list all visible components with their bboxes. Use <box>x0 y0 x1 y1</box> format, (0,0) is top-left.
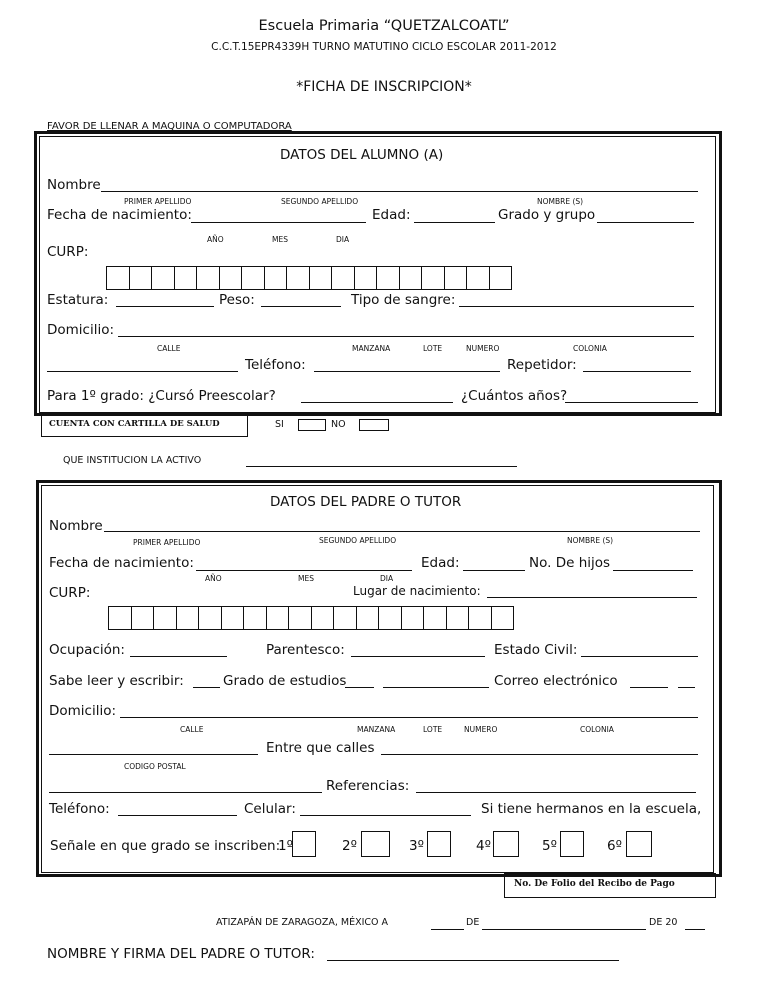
student-numero-caption: NUMERO <box>466 344 500 353</box>
grado-2-label: 2º <box>342 838 357 854</box>
student-preescolar-label: Para 1º grado: ¿Cursó Preescolar? <box>47 388 276 404</box>
parent-lote-caption: LOTE <box>423 725 443 734</box>
student-repetidor-label: Repetidor: <box>507 357 577 373</box>
parent-colonia-caption: COLONIA <box>580 725 614 734</box>
parent-calle-caption: CALLE <box>180 725 204 734</box>
parent-lugar-nacimiento-label: Lugar de nacimiento: <box>353 584 481 598</box>
student-estatura-label: Estatura: <box>47 292 109 308</box>
parent-hermanos-label: Si tiene hermanos en la escuela, <box>481 801 702 817</box>
student-lote-caption: LOTE <box>423 344 443 353</box>
parent-anio-caption: AÑO <box>205 574 222 583</box>
cartilla-no-label: NO <box>331 419 346 430</box>
parent-fecha-field[interactable] <box>196 570 412 571</box>
parent-edad-field[interactable] <box>463 570 525 571</box>
parent-codigo-postal-caption: CODIGO POSTAL <box>124 762 186 771</box>
parent-grado-estudios-label: Grado de estudios <box>223 673 347 689</box>
grado-1-label: 1º <box>278 838 293 854</box>
student-domicilio-field[interactable] <box>118 336 694 337</box>
student-nombre-field[interactable] <box>101 191 698 192</box>
cartilla-si-label: SI <box>275 419 284 430</box>
student-estatura-field[interactable] <box>116 306 214 307</box>
parent-estado-civil-label: Estado Civil: <box>494 642 578 658</box>
institucion-field[interactable] <box>246 466 517 467</box>
parent-edad-label: Edad: <box>421 555 460 571</box>
student-domicilio-field-2[interactable] <box>47 371 238 372</box>
student-fecha-label: Fecha de nacimiento: <box>47 207 192 223</box>
parent-referencias-field[interactable] <box>416 792 696 793</box>
grado-6-label: 6º <box>607 838 622 854</box>
institucion-label: QUE INSTITUCION LA ACTIVO <box>63 455 202 466</box>
footer-place: ATIZAPÁN DE ZARAGOZA, MÉXICO A <box>216 917 389 928</box>
student-nombre-label: Nombre <box>47 177 101 193</box>
student-dia-caption: DIA <box>336 235 350 244</box>
parent-domicilio-field[interactable] <box>120 717 698 718</box>
grado-4-label: 4º <box>476 838 491 854</box>
student-colonia-caption: COLONIA <box>573 344 607 353</box>
parent-leer-escribir-label: Sabe leer y escribir: <box>49 673 184 689</box>
parent-correo-field-2[interactable] <box>678 687 695 688</box>
grado-4-checkbox[interactable] <box>493 831 519 857</box>
parent-correo-label: Correo electrónico <box>494 673 618 689</box>
school-cct: C.C.T.15EPR4339H TURNO MATUTINO CICLO ESCOLAR 2011-2012 <box>211 41 557 53</box>
parent-referencias-field-1[interactable] <box>49 792 322 793</box>
parent-leer-escribir-field[interactable] <box>193 687 220 688</box>
student-curp-boxes[interactable] <box>106 266 512 290</box>
parent-dia-caption: DIA <box>380 574 394 583</box>
school-name: Escuela Primaria “QUETZALCOATL” <box>258 18 510 34</box>
parent-grado-estudios-field[interactable] <box>345 687 374 688</box>
parent-entre-calles-field[interactable] <box>381 754 698 755</box>
student-repetidor-field[interactable] <box>583 371 691 372</box>
student-section-title: DATOS DEL ALUMNO (A) <box>280 147 444 163</box>
parent-senale-grado-label: Señale en que grado se inscriben: <box>50 838 281 854</box>
grado-3-label: 3º <box>409 838 424 854</box>
parent-celular-label: Celular: <box>244 801 296 817</box>
parent-telefono-label: Teléfono: <box>49 801 110 817</box>
folio-label: No. De Folio del Recibo de Pago <box>514 879 675 889</box>
parent-lugar-nacimiento-field[interactable] <box>487 597 697 598</box>
parent-estado-civil-field[interactable] <box>581 656 698 657</box>
cartilla-label: CUENTA CON CARTILLA DE SALUD <box>49 419 220 429</box>
parent-celular-field[interactable] <box>300 815 471 816</box>
student-tipo-sangre-field[interactable] <box>459 306 694 307</box>
student-tipo-sangre-label: Tipo de sangre: <box>351 292 456 308</box>
parent-primer-apellido-caption: PRIMER APELLIDO <box>133 538 201 547</box>
parent-manzana-caption: MANZANA <box>357 725 396 734</box>
parent-ocupacion-label: Ocupación: <box>49 642 125 658</box>
parent-domicilio-label: Domicilio: <box>49 703 117 719</box>
student-edad-field[interactable] <box>414 222 495 223</box>
parent-parentesco-label: Parentesco: <box>266 642 345 658</box>
student-peso-field[interactable] <box>261 306 341 307</box>
parent-ocupacion-field[interactable] <box>130 656 227 657</box>
parent-entre-calles-label: Entre que calles <box>266 740 375 756</box>
parent-hijos-label: No. De hijos <box>529 555 611 571</box>
student-anio-caption: AÑO <box>207 235 224 244</box>
parent-curp-boxes[interactable] <box>108 606 514 630</box>
student-cuantos-anios-label: ¿Cuántos años? <box>461 388 568 404</box>
student-edad-label: Edad: <box>372 207 411 223</box>
student-calle-caption: CALLE <box>157 344 181 353</box>
student-grado-grupo-label: Grado y grupo <box>498 207 596 223</box>
grado-2-checkbox[interactable] <box>361 831 390 857</box>
footer-de-label: DE <box>466 917 480 928</box>
parent-hijos-field[interactable] <box>613 570 693 571</box>
cartilla-no-checkbox[interactable] <box>359 419 389 431</box>
parent-nombres-caption: NOMBRE (S) <box>567 536 614 545</box>
parent-nombre-field[interactable] <box>104 531 700 532</box>
grado-5-label: 5º <box>542 838 557 854</box>
footer-year-field[interactable] <box>685 929 705 930</box>
student-primer-apellido-caption: PRIMER APELLIDO <box>124 197 192 206</box>
grado-6-checkbox[interactable] <box>626 831 652 857</box>
parent-mes-caption: MES <box>298 574 314 583</box>
student-curp-label: CURP: <box>47 244 89 260</box>
footer-day-field[interactable] <box>431 929 464 930</box>
grado-5-checkbox[interactable] <box>560 831 584 857</box>
parent-telefono-field[interactable] <box>118 815 237 816</box>
parent-domicilio-field-2[interactable] <box>49 754 258 755</box>
student-fecha-field[interactable] <box>191 222 366 223</box>
footer-month-field[interactable] <box>482 929 646 930</box>
parent-fecha-label: Fecha de nacimiento: <box>49 555 194 571</box>
student-segundo-apellido-caption: SEGUNDO APELLIDO <box>281 197 359 206</box>
student-mes-caption: MES <box>272 235 288 244</box>
grado-1-checkbox[interactable] <box>292 831 316 857</box>
fill-instruction: FAVOR DE LLENAR A MAQUINA O COMPUTADORA <box>47 121 292 132</box>
footer-de20-label: DE 20 <box>649 917 678 928</box>
student-preescolar-field[interactable] <box>301 402 453 403</box>
student-manzana-caption: MANZANA <box>352 344 391 353</box>
parent-referencias-label: Referencias: <box>326 778 410 794</box>
parent-grado-estudios-field-2[interactable] <box>383 687 489 688</box>
footer-firma-label: NOMBRE Y FIRMA DEL PADRE O TUTOR: <box>47 946 315 962</box>
parent-section-title: DATOS DEL PADRE O TUTOR <box>270 494 462 510</box>
student-peso-label: Peso: <box>219 292 255 308</box>
parent-curp-label: CURP: <box>49 585 91 601</box>
student-grado-grupo-field[interactable] <box>597 222 694 223</box>
student-cuantos-anios-field[interactable] <box>565 402 698 403</box>
parent-segundo-apellido-caption: SEGUNDO APELLIDO <box>319 536 397 545</box>
form-title: *FICHA DE INSCRIPCION* <box>296 79 472 95</box>
student-telefono-field[interactable] <box>314 371 500 372</box>
parent-nombre-label: Nombre <box>49 518 103 534</box>
grado-3-checkbox[interactable] <box>427 831 451 857</box>
parent-parentesco-field[interactable] <box>351 656 485 657</box>
parent-correo-field[interactable] <box>630 687 668 688</box>
parent-numero-caption: NUMERO <box>464 725 498 734</box>
cartilla-si-checkbox[interactable] <box>298 419 326 431</box>
footer-firma-field[interactable] <box>327 960 619 961</box>
student-nombres-caption: NOMBRE (S) <box>537 197 584 206</box>
student-telefono-label: Teléfono: <box>245 357 306 373</box>
student-domicilio-label: Domicilio: <box>47 322 115 338</box>
